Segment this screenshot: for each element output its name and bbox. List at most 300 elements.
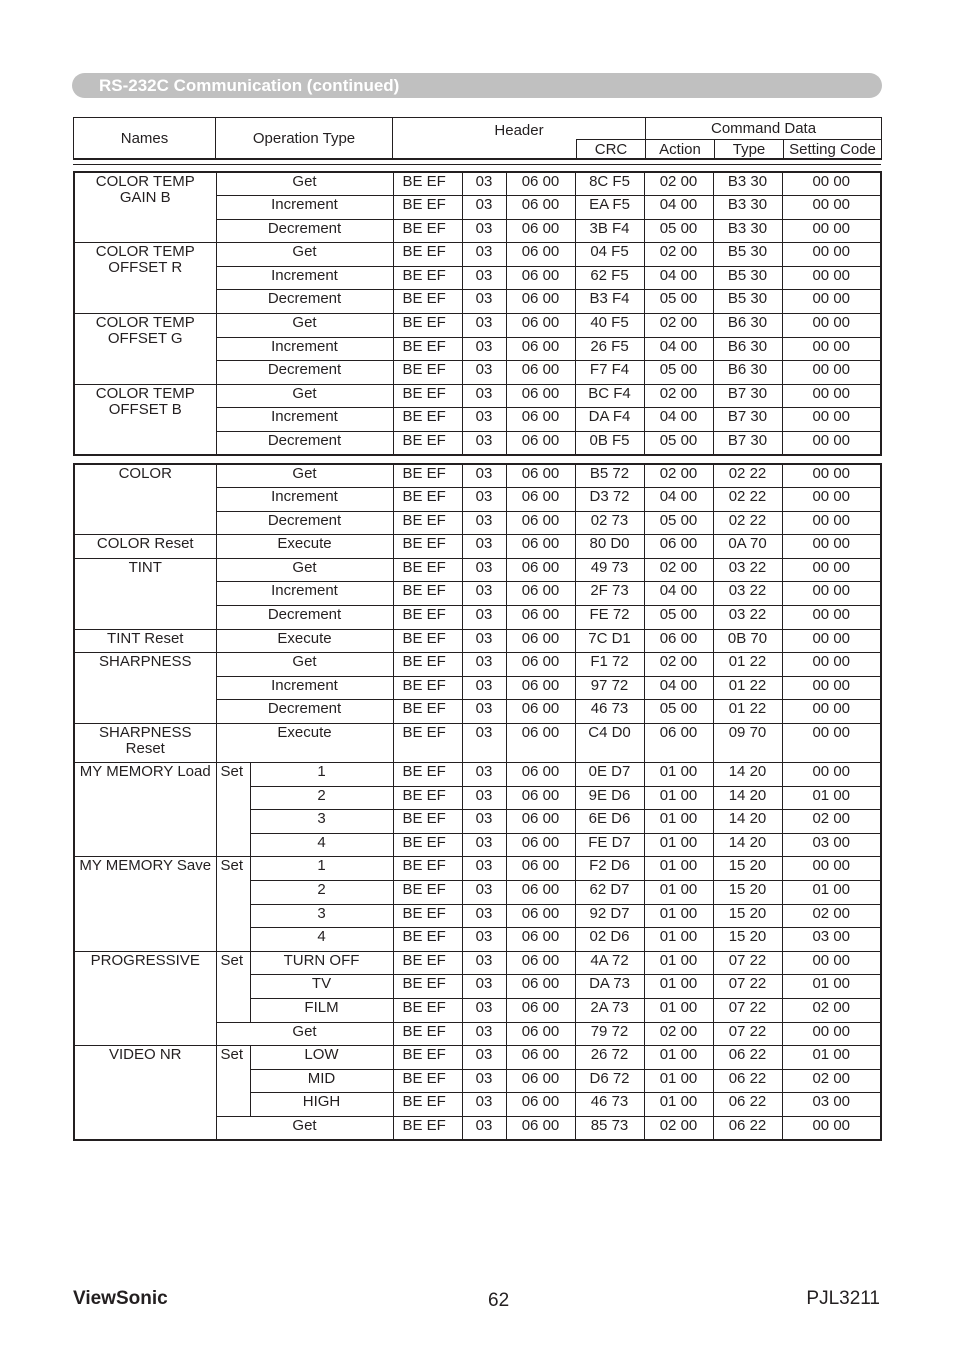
header-byte-03: 03 xyxy=(462,464,506,488)
operation-cell: HIGH xyxy=(250,1093,393,1117)
setting-cell: 01 00 xyxy=(782,786,881,810)
setting-cell: 00 00 xyxy=(782,290,881,314)
type-cell: 03 22 xyxy=(713,606,782,630)
header-byte-06-00: 06 00 xyxy=(506,408,575,432)
setting-cell: 00 00 xyxy=(782,629,881,653)
setting-cell: 00 00 xyxy=(782,314,881,338)
action-cell: 01 00 xyxy=(644,904,713,928)
operation-cell: 4 xyxy=(250,928,393,952)
setting-cell: 00 00 xyxy=(782,653,881,677)
setting-cell: 00 00 xyxy=(782,219,881,243)
type-cell: B6 30 xyxy=(713,314,782,338)
table-row xyxy=(74,172,881,196)
setting-cell: 01 00 xyxy=(782,1046,881,1070)
action-cell: 05 00 xyxy=(644,219,713,243)
operation-cell: 1 xyxy=(250,763,393,787)
crc-cell: B5 72 xyxy=(575,464,644,488)
action-cell: 02 00 xyxy=(644,464,713,488)
table-row xyxy=(74,629,881,653)
row-name: SHARPNESS Reset xyxy=(74,724,216,763)
header-byte-06-00: 06 00 xyxy=(506,290,575,314)
operation-cell: Get xyxy=(216,384,393,408)
header-byte-03: 03 xyxy=(462,558,506,582)
command-table xyxy=(73,171,882,456)
header-byte-06-00: 06 00 xyxy=(506,337,575,361)
operation-cell: Execute xyxy=(216,629,393,653)
crc-cell: 2A 73 xyxy=(575,998,644,1022)
action-cell: 02 00 xyxy=(644,172,713,196)
header-byte-06-00: 06 00 xyxy=(506,700,575,724)
type-cell: 0A 70 xyxy=(713,535,782,559)
crc-cell: 97 72 xyxy=(575,676,644,700)
header-byte-03: 03 xyxy=(462,384,506,408)
setting-cell: 00 00 xyxy=(782,951,881,975)
crc-cell: 49 73 xyxy=(575,558,644,582)
setting-cell: 00 00 xyxy=(782,511,881,535)
type-cell: 14 20 xyxy=(713,810,782,834)
header-byte-be-ef: BE EF xyxy=(393,511,462,535)
header-byte-06-00: 06 00 xyxy=(506,1046,575,1070)
header-byte-be-ef: BE EF xyxy=(393,700,462,724)
type-cell: B7 30 xyxy=(713,408,782,432)
header-action: Action xyxy=(646,140,715,159)
header-byte-06-00: 06 00 xyxy=(506,1069,575,1093)
set-label: Set xyxy=(216,951,250,1022)
setting-cell: 00 00 xyxy=(782,432,881,456)
header-byte-06-00: 06 00 xyxy=(506,951,575,975)
header-byte-03: 03 xyxy=(462,833,506,857)
header-byte-be-ef: BE EF xyxy=(393,196,462,220)
type-cell: B5 30 xyxy=(713,243,782,267)
header-byte-be-ef: BE EF xyxy=(393,833,462,857)
operation-cell: 2 xyxy=(250,881,393,905)
header-byte-be-ef: BE EF xyxy=(393,763,462,787)
model-name: PJL3211 xyxy=(806,1288,880,1309)
type-cell: 03 22 xyxy=(713,558,782,582)
crc-cell: 4A 72 xyxy=(575,951,644,975)
crc-cell: EA F5 xyxy=(575,196,644,220)
action-cell: 04 00 xyxy=(644,582,713,606)
header-byte-06-00: 06 00 xyxy=(506,558,575,582)
setting-cell: 02 00 xyxy=(782,904,881,928)
header-byte-be-ef: BE EF xyxy=(393,361,462,385)
header-byte-03: 03 xyxy=(462,1046,506,1070)
header-byte-03: 03 xyxy=(462,1069,506,1093)
type-cell: B6 30 xyxy=(713,361,782,385)
crc-cell: 04 F5 xyxy=(575,243,644,267)
action-cell: 01 00 xyxy=(644,833,713,857)
setting-cell: 01 00 xyxy=(782,975,881,999)
type-cell: 07 22 xyxy=(713,998,782,1022)
header-byte-03: 03 xyxy=(462,1093,506,1117)
action-cell: 04 00 xyxy=(644,266,713,290)
setting-cell: 00 00 xyxy=(782,243,881,267)
header-byte-03: 03 xyxy=(462,196,506,220)
header-byte-03: 03 xyxy=(462,172,506,196)
header-byte-03: 03 xyxy=(462,653,506,677)
header-byte-be-ef: BE EF xyxy=(393,1069,462,1093)
header-byte-be-ef: BE EF xyxy=(393,724,462,763)
operation-cell: 1 xyxy=(250,857,393,881)
setting-cell: 02 00 xyxy=(782,1069,881,1093)
row-name: SHARPNESS xyxy=(74,653,216,724)
action-cell: 05 00 xyxy=(644,700,713,724)
row-name: COLOR TEMP OFFSET R xyxy=(74,243,216,314)
crc-cell: 26 72 xyxy=(575,1046,644,1070)
action-cell: 05 00 xyxy=(644,511,713,535)
table-row xyxy=(74,763,881,787)
crc-cell: 02 D6 xyxy=(575,928,644,952)
operation-cell: TV xyxy=(250,975,393,999)
operation-cell: Get xyxy=(216,464,393,488)
action-cell: 02 00 xyxy=(644,1022,713,1046)
operation-cell: Decrement xyxy=(216,606,393,630)
header-byte-03: 03 xyxy=(462,928,506,952)
operation-cell: Increment xyxy=(216,676,393,700)
operation-cell: Increment xyxy=(216,488,393,512)
header-byte-be-ef: BE EF xyxy=(393,1093,462,1117)
header-setting-code: Setting Code xyxy=(784,140,882,159)
action-cell: 01 00 xyxy=(644,998,713,1022)
setting-cell: 00 00 xyxy=(782,1116,881,1140)
action-cell: 02 00 xyxy=(644,314,713,338)
header-byte-be-ef: BE EF xyxy=(393,408,462,432)
header-byte-be-ef: BE EF xyxy=(393,951,462,975)
type-cell: 02 22 xyxy=(713,511,782,535)
operation-cell: Get xyxy=(216,558,393,582)
header-byte-03: 03 xyxy=(462,290,506,314)
header-byte-03: 03 xyxy=(462,488,506,512)
setting-cell: 00 00 xyxy=(782,464,881,488)
operation-cell: Get xyxy=(216,1022,393,1046)
header-byte-be-ef: BE EF xyxy=(393,582,462,606)
action-cell: 06 00 xyxy=(644,535,713,559)
setting-cell: 03 00 xyxy=(782,1093,881,1117)
table-row xyxy=(74,384,881,408)
header-byte-03: 03 xyxy=(462,810,506,834)
header-blank xyxy=(393,140,577,159)
header-byte-06-00: 06 00 xyxy=(506,676,575,700)
setting-cell: 00 00 xyxy=(782,606,881,630)
type-cell: 07 22 xyxy=(713,951,782,975)
header-byte-03: 03 xyxy=(462,1116,506,1140)
operation-cell: Increment xyxy=(216,408,393,432)
type-cell: B5 30 xyxy=(713,266,782,290)
row-name: VIDEO NR xyxy=(74,1046,216,1140)
action-cell: 06 00 xyxy=(644,724,713,763)
operation-cell: 4 xyxy=(250,833,393,857)
page-number: 62 xyxy=(488,1290,510,1311)
row-name: MY MEMORY Load xyxy=(74,763,216,857)
operation-cell: 3 xyxy=(250,810,393,834)
header-byte-06-00: 06 00 xyxy=(506,582,575,606)
header-byte-06-00: 06 00 xyxy=(506,606,575,630)
section-banner xyxy=(72,73,882,98)
header-byte-06-00: 06 00 xyxy=(506,1116,575,1140)
setting-cell: 00 00 xyxy=(782,676,881,700)
header-byte-be-ef: BE EF xyxy=(393,290,462,314)
operation-cell: Increment xyxy=(216,582,393,606)
crc-cell: 85 73 xyxy=(575,1116,644,1140)
header-byte-03: 03 xyxy=(462,629,506,653)
type-cell: 01 22 xyxy=(713,676,782,700)
type-cell: 15 20 xyxy=(713,928,782,952)
header-byte-06-00: 06 00 xyxy=(506,464,575,488)
crc-cell: F7 F4 xyxy=(575,361,644,385)
header-byte-03: 03 xyxy=(462,337,506,361)
header-byte-be-ef: BE EF xyxy=(393,337,462,361)
operation-cell: 3 xyxy=(250,904,393,928)
header-byte-be-ef: BE EF xyxy=(393,881,462,905)
header-byte-be-ef: BE EF xyxy=(393,535,462,559)
crc-cell: 46 73 xyxy=(575,700,644,724)
type-cell: 07 22 xyxy=(713,975,782,999)
crc-cell: DA 73 xyxy=(575,975,644,999)
header-operation-type: Operation Type xyxy=(216,118,393,159)
header-header: Header xyxy=(393,118,646,140)
setting-cell: 00 00 xyxy=(782,763,881,787)
setting-cell: 02 00 xyxy=(782,810,881,834)
row-name: COLOR TEMP GAIN B xyxy=(74,172,216,243)
operation-cell: Get xyxy=(216,314,393,338)
header-byte-06-00: 06 00 xyxy=(506,196,575,220)
setting-cell: 00 00 xyxy=(782,857,881,881)
setting-cell: 00 00 xyxy=(782,196,881,220)
action-cell: 01 00 xyxy=(644,763,713,787)
crc-cell: 79 72 xyxy=(575,1022,644,1046)
crc-cell: 26 F5 xyxy=(575,337,644,361)
crc-cell: BC F4 xyxy=(575,384,644,408)
action-cell: 01 00 xyxy=(644,810,713,834)
action-cell: 02 00 xyxy=(644,653,713,677)
setting-cell: 03 00 xyxy=(782,928,881,952)
header-names: Names xyxy=(74,118,216,159)
setting-cell: 00 00 xyxy=(782,724,881,763)
crc-cell: 46 73 xyxy=(575,1093,644,1117)
action-cell: 01 00 xyxy=(644,786,713,810)
header-byte-06-00: 06 00 xyxy=(506,629,575,653)
header-byte-06-00: 06 00 xyxy=(506,219,575,243)
header-byte-06-00: 06 00 xyxy=(506,1093,575,1117)
header-byte-03: 03 xyxy=(462,857,506,881)
header-byte-be-ef: BE EF xyxy=(393,653,462,677)
crc-cell: 62 D7 xyxy=(575,881,644,905)
action-cell: 04 00 xyxy=(644,488,713,512)
setting-cell: 02 00 xyxy=(782,998,881,1022)
type-cell: 14 20 xyxy=(713,763,782,787)
header-byte-be-ef: BE EF xyxy=(393,266,462,290)
crc-cell: 9E D6 xyxy=(575,786,644,810)
setting-cell: 00 00 xyxy=(782,408,881,432)
header-byte-06-00: 06 00 xyxy=(506,763,575,787)
table-row xyxy=(74,464,881,488)
crc-cell: 40 F5 xyxy=(575,314,644,338)
header-byte-be-ef: BE EF xyxy=(393,1022,462,1046)
header-byte-06-00: 06 00 xyxy=(506,432,575,456)
setting-cell: 00 00 xyxy=(782,700,881,724)
type-cell: B3 30 xyxy=(713,172,782,196)
type-cell: 09 70 xyxy=(713,724,782,763)
action-cell: 05 00 xyxy=(644,432,713,456)
action-cell: 04 00 xyxy=(644,337,713,361)
crc-cell: DA F4 xyxy=(575,408,644,432)
operation-cell: Get xyxy=(216,243,393,267)
header-byte-03: 03 xyxy=(462,881,506,905)
header-byte-be-ef: BE EF xyxy=(393,384,462,408)
crc-cell: 2F 73 xyxy=(575,582,644,606)
header-byte-06-00: 06 00 xyxy=(506,857,575,881)
action-cell: 05 00 xyxy=(644,290,713,314)
header-table xyxy=(73,117,882,160)
crc-cell: FE D7 xyxy=(575,833,644,857)
header-byte-be-ef: BE EF xyxy=(393,219,462,243)
crc-cell: D6 72 xyxy=(575,1069,644,1093)
operation-cell: Decrement xyxy=(216,432,393,456)
setting-cell: 00 00 xyxy=(782,558,881,582)
header-byte-be-ef: BE EF xyxy=(393,998,462,1022)
operation-cell: FILM xyxy=(250,998,393,1022)
header-byte-03: 03 xyxy=(462,582,506,606)
header-byte-03: 03 xyxy=(462,535,506,559)
table-row xyxy=(74,724,881,763)
crc-cell: 0E D7 xyxy=(575,763,644,787)
operation-cell: Decrement xyxy=(216,511,393,535)
operation-cell: Get xyxy=(216,1116,393,1140)
header-byte-06-00: 06 00 xyxy=(506,881,575,905)
setting-cell: 00 00 xyxy=(782,1022,881,1046)
type-cell: 15 20 xyxy=(713,904,782,928)
type-cell: 06 22 xyxy=(713,1069,782,1093)
header-byte-06-00: 06 00 xyxy=(506,998,575,1022)
row-name: PROGRESSIVE xyxy=(74,951,216,1045)
action-cell: 01 00 xyxy=(644,1046,713,1070)
type-cell: 01 22 xyxy=(713,653,782,677)
table-row xyxy=(74,1046,881,1070)
action-cell: 04 00 xyxy=(644,676,713,700)
operation-cell: Get xyxy=(216,653,393,677)
setting-cell: 01 00 xyxy=(782,881,881,905)
operation-cell: Execute xyxy=(216,724,393,763)
type-cell: B3 30 xyxy=(713,219,782,243)
operation-cell: Decrement xyxy=(216,219,393,243)
set-label: Set xyxy=(216,1046,250,1117)
header-byte-06-00: 06 00 xyxy=(506,314,575,338)
crc-cell: D3 72 xyxy=(575,488,644,512)
table-row xyxy=(74,243,881,267)
crc-cell: 3B F4 xyxy=(575,219,644,243)
header-byte-06-00: 06 00 xyxy=(506,833,575,857)
header-divider xyxy=(73,159,881,165)
header-byte-03: 03 xyxy=(462,904,506,928)
crc-cell: 92 D7 xyxy=(575,904,644,928)
header-byte-06-00: 06 00 xyxy=(506,511,575,535)
header-byte-06-00: 06 00 xyxy=(506,975,575,999)
type-cell: 02 22 xyxy=(713,488,782,512)
header-crc: CRC xyxy=(577,140,646,159)
header-byte-be-ef: BE EF xyxy=(393,975,462,999)
crc-cell: B3 F4 xyxy=(575,290,644,314)
crc-cell: 62 F5 xyxy=(575,266,644,290)
table-row xyxy=(74,951,881,975)
command-table xyxy=(73,463,882,1141)
type-cell: B5 30 xyxy=(713,290,782,314)
header-byte-be-ef: BE EF xyxy=(393,464,462,488)
crc-cell: F2 D6 xyxy=(575,857,644,881)
header-byte-06-00: 06 00 xyxy=(506,535,575,559)
action-cell: 05 00 xyxy=(644,606,713,630)
header-byte-03: 03 xyxy=(462,314,506,338)
row-name: COLOR TEMP OFFSET B xyxy=(74,384,216,455)
type-cell: B7 30 xyxy=(713,384,782,408)
type-cell: 15 20 xyxy=(713,881,782,905)
header-byte-03: 03 xyxy=(462,511,506,535)
action-cell: 01 00 xyxy=(644,1093,713,1117)
header-byte-03: 03 xyxy=(462,700,506,724)
crc-cell: F1 72 xyxy=(575,653,644,677)
type-cell: B6 30 xyxy=(713,337,782,361)
crc-cell: FE 72 xyxy=(575,606,644,630)
action-cell: 04 00 xyxy=(644,408,713,432)
header-byte-06-00: 06 00 xyxy=(506,786,575,810)
header-byte-be-ef: BE EF xyxy=(393,1116,462,1140)
header-byte-06-00: 06 00 xyxy=(506,904,575,928)
header-byte-03: 03 xyxy=(462,724,506,763)
crc-cell: C4 D0 xyxy=(575,724,644,763)
header-byte-06-00: 06 00 xyxy=(506,928,575,952)
setting-cell: 00 00 xyxy=(782,582,881,606)
type-cell: 01 22 xyxy=(713,700,782,724)
action-cell: 01 00 xyxy=(644,857,713,881)
header-byte-03: 03 xyxy=(462,266,506,290)
header-byte-03: 03 xyxy=(462,975,506,999)
header-byte-be-ef: BE EF xyxy=(393,676,462,700)
header-byte-be-ef: BE EF xyxy=(393,904,462,928)
header-byte-03: 03 xyxy=(462,219,506,243)
type-cell: 14 20 xyxy=(713,786,782,810)
header-byte-be-ef: BE EF xyxy=(393,786,462,810)
operation-cell: TURN OFF xyxy=(250,951,393,975)
row-name: TINT Reset xyxy=(74,629,216,653)
header-byte-be-ef: BE EF xyxy=(393,488,462,512)
header-byte-06-00: 06 00 xyxy=(506,1022,575,1046)
header-byte-be-ef: BE EF xyxy=(393,629,462,653)
table-row xyxy=(74,558,881,582)
action-cell: 02 00 xyxy=(644,384,713,408)
header-byte-be-ef: BE EF xyxy=(393,857,462,881)
operation-cell: MID xyxy=(250,1069,393,1093)
action-cell: 02 00 xyxy=(644,243,713,267)
crc-cell: 02 73 xyxy=(575,511,644,535)
action-cell: 01 00 xyxy=(644,975,713,999)
type-cell: 06 22 xyxy=(713,1093,782,1117)
crc-cell: 0B F5 xyxy=(575,432,644,456)
row-name: MY MEMORY Save xyxy=(74,857,216,951)
setting-cell: 00 00 xyxy=(782,384,881,408)
header-byte-03: 03 xyxy=(462,408,506,432)
operation-cell: Decrement xyxy=(216,361,393,385)
type-cell: 03 22 xyxy=(713,582,782,606)
header-byte-03: 03 xyxy=(462,763,506,787)
header-type: Type xyxy=(715,140,784,159)
header-byte-06-00: 06 00 xyxy=(506,653,575,677)
setting-cell: 00 00 xyxy=(782,172,881,196)
header-byte-03: 03 xyxy=(462,361,506,385)
setting-cell: 00 00 xyxy=(782,361,881,385)
header-byte-03: 03 xyxy=(462,676,506,700)
header-byte-03: 03 xyxy=(462,951,506,975)
header-byte-06-00: 06 00 xyxy=(506,172,575,196)
header-byte-be-ef: BE EF xyxy=(393,1046,462,1070)
